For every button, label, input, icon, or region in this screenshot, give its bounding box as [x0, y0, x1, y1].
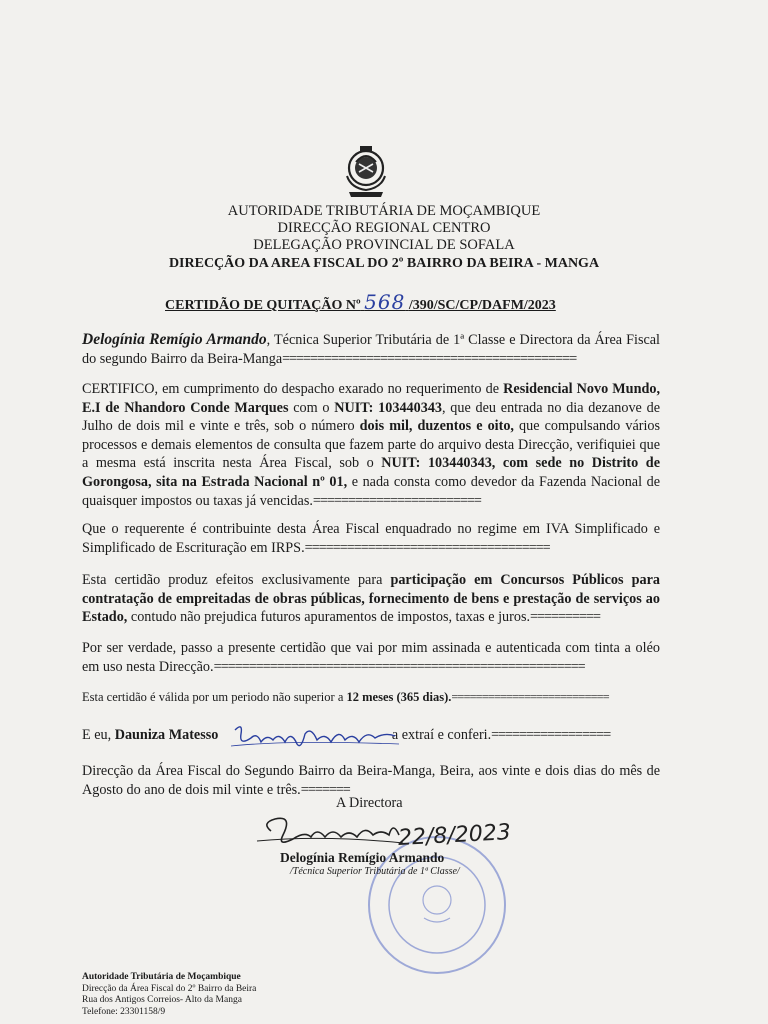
- extracted-by-text-2: a extraí e conferi.: [388, 727, 492, 743]
- effects-text-2: contudo não prejudica futuros apuramentos de impostos, taxas e juros.: [127, 609, 531, 626]
- filler-line: ==========: [530, 609, 601, 626]
- filler-line: ==========================: [451, 690, 609, 704]
- validity-line: [82, 690, 609, 705]
- intro-text: , Técnica Superior Tributária de 1ª Classe e Directora da Área Fiscal do segundo Bairro da Beira-Manga: [82, 332, 660, 367]
- truth-paragraph: [82, 639, 660, 676]
- effects-text-1: Esta certidão produz efeitos exclusivamente para: [82, 572, 391, 588]
- extracted-by-text-1: E eu,: [82, 727, 115, 743]
- header-fiscal-area: DIRECÇÃO DA AREA FISCAL DO 2º BAIRRO DA BEIRA - MANGA: [168, 256, 600, 271]
- title-suffix: /390/SC/CP/DAFM/2023: [408, 298, 556, 313]
- filler-line: =======: [300, 781, 350, 798]
- effects-purpose: participação em Concursos Públicos para contratação de empreitadas de obras públicas, fornecimento de bens e prestação de serviços ao Estado,: [82, 572, 660, 626]
- place-date-paragraph: [82, 762, 660, 799]
- certifico-text-3: , que deu entrada no dia dezanove de Julho de dois mil e vinte e três, sob o número: [82, 399, 660, 435]
- effects-paragraph: [82, 571, 660, 627]
- director-name: Delogínia Remígio Armando: [82, 331, 267, 348]
- coat-of-arms-icon: [341, 142, 391, 200]
- footer-street: Rua dos Antigos Correios- Alto da Manga: [82, 995, 242, 1005]
- nuit-number: NUIT: 103440343: [334, 399, 443, 416]
- filler-line: =====================================================: [213, 658, 585, 675]
- signature-date: 22/8/2023: [397, 820, 512, 851]
- request-number: dois mil, duzentos e oito,: [359, 418, 514, 435]
- filler-line: ==========================================: [282, 350, 577, 367]
- clerk-signature: [229, 720, 404, 752]
- signoff-role: A Directora: [336, 795, 403, 811]
- header-delegation: DELEGAÇÃO PROVINCIAL DE SOFALA: [253, 237, 515, 253]
- signer-title: /Técnica Superior Tributária de 1ª Classe/: [290, 866, 460, 877]
- header-authority: AUTORIDADE TRIBUTÁRIA DE MOÇAMBIQUE: [227, 203, 541, 219]
- regime-text: Que o requerente é contribuinte desta Área Fiscal enquadrado no regime em IVA Simplificado e Simplificado de Escrituração em IRPS.: [82, 521, 660, 556]
- intro-paragraph: [82, 331, 660, 368]
- signer-name: Delogínia Remígio Armando: [280, 850, 445, 865]
- validity-text: Esta certidão é válida por um periodo não superior a: [82, 690, 347, 704]
- regime-paragraph: [82, 520, 660, 557]
- footer-office: Direcção da Área Fiscal do 2º Bairro da Beira: [82, 983, 257, 994]
- validity-period: 12 meses (365 dias).: [346, 690, 452, 704]
- company-name: Residencial Novo Mundo, E.I de Nhandoro Conde Marques: [82, 381, 660, 416]
- nuit-address: NUIT: 103440343, com sede no Distrito de Gorongosa, sita na Estrada Nacional nº 01,: [82, 455, 660, 490]
- filler-line: ===================================: [304, 539, 550, 556]
- footer-authority: Autoridade Tributária de Moçambique: [82, 972, 241, 982]
- certifico-text-2: com o: [288, 399, 335, 416]
- filler-line: ========================: [312, 492, 481, 509]
- certificate-title: [165, 290, 556, 314]
- truth-text: Por ser verdade, passo a presente certidão que vai por mim assinada e autenticada com tinta a oléo em uso nesta Direcção.: [82, 640, 660, 675]
- footer-phone: Telefone: 23301158/9: [82, 1006, 166, 1017]
- clerk-name: Dauniza Matesso: [114, 727, 219, 743]
- footer-address: [82, 972, 256, 1018]
- certifico-text-1: CERTIFICO, em cumprimento do despacho exarado no requerimento de: [82, 381, 504, 397]
- certifico-paragraph: [82, 380, 660, 510]
- certifico-text-5: e nada consta como devedor da Fazenda Nacional de quaisquer impostos ou taxas já vencidas.: [82, 473, 660, 509]
- filler-line: =================: [491, 727, 611, 743]
- title-prefix: CERTIDÃO DE QUITAÇÃO Nº: [165, 298, 361, 313]
- header-regional: DIRECÇÃO REGIONAL CENTRO: [277, 220, 491, 236]
- place-date-text: Direcção da Área Fiscal do Segundo Bairro da Beira-Manga, Beira, aos vinte e dois dias do mês de Agosto do ano de dois mil vinte e três.: [82, 763, 660, 798]
- certifico-text-4: que compulsando vários processos e demais elementos de consulta que fazem parte do arquivo desta Direcção, verifiquiei que a mesma está inscrita nesta Área Fiscal, sob o: [82, 418, 661, 472]
- title-handwritten-number: 568: [364, 290, 406, 314]
